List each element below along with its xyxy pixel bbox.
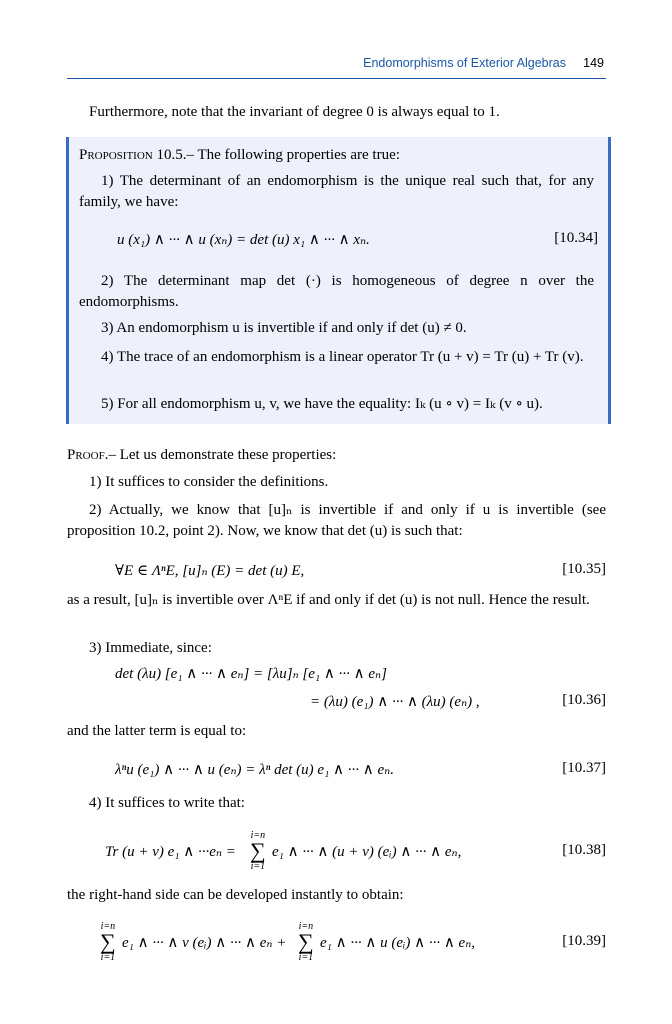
proof-heading	[67, 445, 606, 466]
proposition-item-5: 5) For all endomorphism u, v, we have the equality: Iₖ (u ∘ v) = Iₖ (v ∘ u).	[101, 396, 543, 412]
page-number: 149	[583, 56, 604, 70]
summation-10-38	[250, 830, 266, 872]
proof-point-2: 2) Actually, we know that [u]ₙ is invertible if and only if u is invertible (see proposition 10.2, point 2). Now, we know that det (u) is such that:	[67, 502, 606, 539]
proof-intro: .– Let us demonstrate these properties:	[104, 447, 337, 463]
sum-upper-limit: i=n	[100, 921, 116, 932]
summation-10-39-second	[298, 921, 314, 963]
equation-number-10-34: [10.34]	[554, 230, 598, 246]
proof-point-3-continued: and the latter term is equal to:	[67, 723, 247, 739]
equation-10-38-right: e₁ ∧ ··· ∧ (u + v) (eᵢ) ∧ ··· ∧ eₙ,	[272, 844, 462, 860]
proposition-statement: The following properties are true:	[197, 147, 400, 163]
proposition-item-4: 4) The trace of an endomorphism is a linear operator Tr (u + v) = Tr (u) + Tr (v).	[101, 349, 584, 365]
equation-10-39-term-b: e₁ ∧ ··· ∧ u (eᵢ) ∧ ··· ∧ eₙ,	[320, 935, 476, 951]
sum-upper-limit: i=n	[250, 830, 266, 841]
sum-upper-limit: i=n	[298, 921, 314, 932]
proof-point-3: 3) Immediate, since:	[89, 640, 212, 656]
equation-number-10-36: [10.36]	[562, 692, 606, 708]
sum-lower-limit: i=1	[100, 952, 116, 963]
sum-lower-limit: i=1	[250, 861, 266, 872]
proposition-label: Proposition	[79, 147, 153, 163]
equation-10-35: ∀E ∈ ΛⁿE, [u]ₙ (E) = det (u) E,	[115, 563, 305, 579]
equation-number-10-37: [10.37]	[562, 760, 606, 776]
proof-point-1: 1) It suffices to consider the definitions.	[89, 474, 329, 490]
proof-point-4-continued: the right-hand side can be developed instantly to obtain:	[67, 887, 404, 903]
equation-number-10-35: [10.35]	[562, 561, 606, 577]
intro-paragraph: Furthermore, note that the invariant of degree 0 is always equal to 1.	[89, 104, 500, 120]
running-header	[67, 56, 606, 79]
proposition-item-3: 3) An endomorphism u is invertible if and only if det (u) ≠ 0.	[101, 320, 467, 336]
proposition-number: 10.5.–	[156, 147, 194, 163]
equation-10-36-line1: det (λu) [e₁ ∧ ··· ∧ eₙ] = [λu]ₙ [e₁ ∧ ··· ∧ eₙ]	[115, 666, 387, 682]
proof-point-2-conclusion: as a result, [u]ₙ is invertible over ΛⁿE if and only if det (u) is not null. Hence the result.	[67, 592, 590, 608]
proposition-box	[66, 137, 611, 424]
proof-label: Proof	[67, 447, 105, 463]
equation-10-39-term-a: e₁ ∧ ··· ∧ v (eᵢ) ∧ ··· ∧ eₙ +	[122, 935, 287, 951]
equation-number-10-38: [10.38]	[562, 842, 606, 858]
sum-lower-limit: i=1	[298, 952, 314, 963]
equation-10-34: u (x₁) ∧ ··· ∧ u (xₙ) = det (u) x₁ ∧ ··· ∧ xₙ.	[117, 232, 370, 248]
equation-number-10-39: [10.39]	[562, 933, 606, 949]
summation-10-39-first	[100, 921, 116, 963]
proposition-item-2: 2) The determinant map det (·) is homogeneous of degree n over the endomorphisms.	[79, 273, 594, 310]
sum-sign: ∑	[100, 929, 116, 954]
proposition-item-1: 1) The determinant of an endomorphism is the unique real such that, for any family, we have:	[79, 173, 594, 210]
sum-sign: ∑	[250, 838, 266, 863]
header-title: Endomorphisms of Exterior Algebras	[363, 56, 566, 70]
proposition-heading	[79, 145, 594, 166]
equation-10-36-line2: = (λu) (e₁) ∧ ··· ∧ (λu) (eₙ) ,	[310, 694, 480, 710]
sum-sign: ∑	[298, 929, 314, 954]
proof-point-4: 4) It suffices to write that:	[89, 795, 245, 811]
equation-10-38-left: Tr (u + v) e₁ ∧ ···eₙ =	[105, 844, 236, 860]
equation-10-37: λⁿu (e₁) ∧ ··· ∧ u (eₙ) = λⁿ det (u) e₁ ∧ ··· ∧ eₙ.	[115, 762, 394, 778]
